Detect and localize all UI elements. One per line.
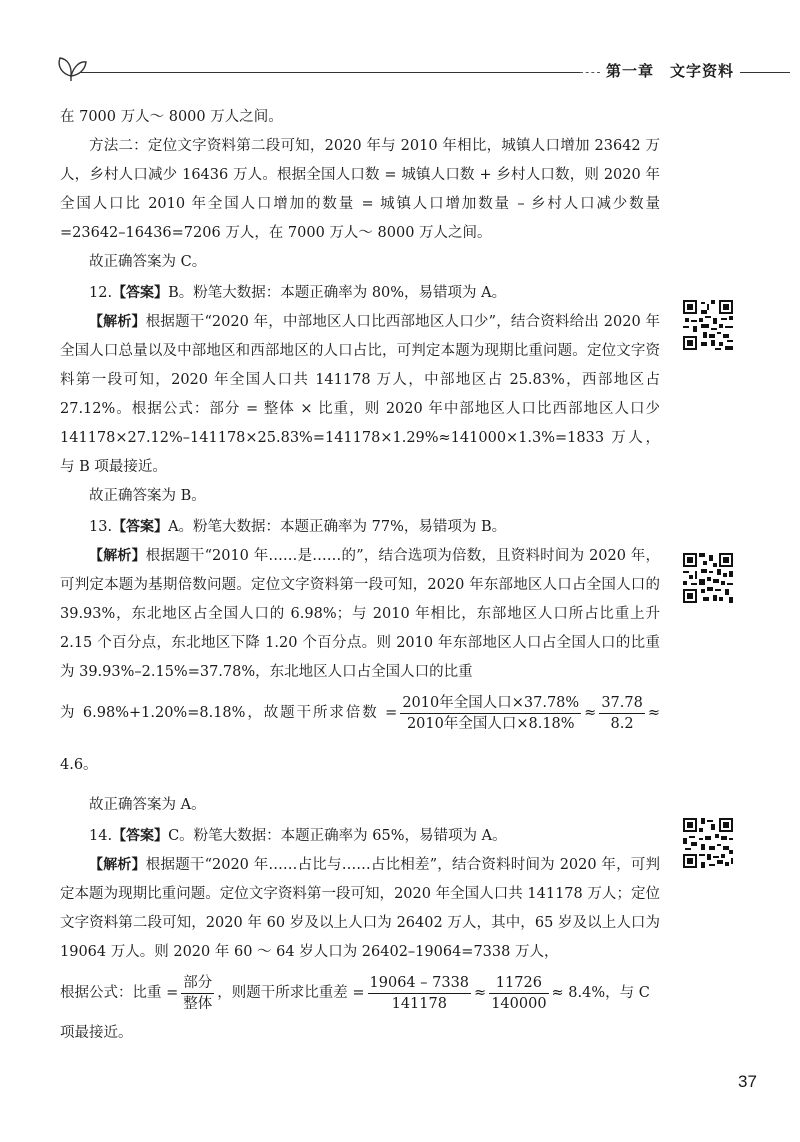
q12-answer-text: B。粉笔大数据：本题正确率为 80%，易错项为 A。 xyxy=(168,285,507,301)
q13-fraction-1-denominator: 2010年全国人口×8.18% xyxy=(406,715,575,732)
q14-tail: 项最接近。 xyxy=(60,1025,133,1041)
q14-formula-prefix: 根据公式：比重 = xyxy=(60,985,179,1001)
q14-fraction-2-numerator: 11726 xyxy=(489,973,548,994)
q14-fraction-1-denominator: 141178 xyxy=(391,995,447,1012)
q12-analysis-tag: 【解析】 xyxy=(89,314,146,330)
q14-answer-text: C。粉笔大数据：本题正确率为 65%，易错项为 A。 xyxy=(168,828,507,844)
q14-formula-mid: ，则题干所求比重差 = xyxy=(217,985,365,1001)
q14-fraction-2 xyxy=(489,973,548,1014)
q13-fraction-2-numerator: 37.78 xyxy=(599,693,645,714)
q13-analysis-tag: 【解析】 xyxy=(89,548,146,564)
page-header xyxy=(0,50,800,90)
q14-result: ≈ 8.4%，与 C xyxy=(551,985,650,1001)
qr-code-icon[interactable] xyxy=(683,300,733,350)
q13-answer-tag: 【答案】 xyxy=(112,519,169,535)
q14-formula xyxy=(60,967,660,1019)
q13-formula xyxy=(60,687,660,791)
q13-analysis-text: 根据题干“2010 年……是……的”，结合选项为倍数，且资料时间为 2020 年，可判定本题为基期倍数问题。定位文字资料第一段可知，2020 年东部地区人口占全国人口的 39.93%，东北地区占全国人口的 6.98%；与 2010 年相比，东部地区人口所占比重上升 2.15 个百分点，东北地区下降 1.20 个百分点。则 2010 年东部地区人口占全国人口的比重为 39.93%–2.15%=37.78%，东北地区人口占全国人口的比重 xyxy=(60,548,660,680)
q13-fraction-1 xyxy=(400,693,581,734)
q13-fraction-2-denominator: 8.2 xyxy=(610,715,634,732)
q13-analysis xyxy=(60,542,660,687)
header-title xyxy=(606,60,750,81)
q14-number: 14. xyxy=(89,828,113,844)
q13-answer xyxy=(60,513,660,542)
q13-fraction-1-numerator: 2010年全国人口×37.78% xyxy=(400,693,581,714)
q13-conclusion: 故正确答案为 A。 xyxy=(89,797,206,813)
q14-analysis-text: 根据题干“2020 年……占比与……占比相差”，结合资料时间为 2020 年，可判定本题为现期比重问题。定位文字资料第一段可知，2020 年全国人口共 141178 万人；定位文字资料第二段可知，2020 年 60 岁及以上人口为 26402 万人，其中，65 岁及以上人口为 19064 万人。则 2020 年 60 ～ 64 岁人口为 26402–19064=7338 万人， xyxy=(60,857,660,960)
header-rule-dashed xyxy=(580,72,600,73)
q13-number: 13. xyxy=(89,519,113,535)
header-section: 文字资料 xyxy=(670,62,735,80)
q14-fraction-2-denominator: 140000 xyxy=(491,995,547,1012)
q14-fraction-0 xyxy=(181,973,214,1014)
q13-formula-prefix: 为 6.98%+1.20%=8.18%，故题干所求倍数 = xyxy=(60,705,398,721)
q14-fraction-1-numerator: 19064 – 7338 xyxy=(368,973,472,994)
q14-fraction-0-denominator: 整体 xyxy=(183,995,213,1012)
q12-answer xyxy=(60,279,660,308)
page-number: 37 xyxy=(738,1072,757,1091)
q14-analysis-tag: 【解析】 xyxy=(89,857,146,873)
leaf-icon xyxy=(54,52,88,82)
q12-analysis xyxy=(60,308,660,482)
q14-analysis xyxy=(60,851,660,967)
header-rule xyxy=(80,72,580,73)
main-content xyxy=(60,103,660,1048)
q14-answer xyxy=(60,822,660,851)
paragraph-1: 在 7000 万人～ 8000 万人之间。 xyxy=(60,109,283,125)
q14-fraction-0-numerator: 部分 xyxy=(181,973,214,994)
q14-approx: ≈ xyxy=(474,985,487,1001)
q12-answer-tag: 【答案】 xyxy=(112,285,169,301)
header-chapter: 第一章 xyxy=(606,62,655,80)
q13-approx: ≈ xyxy=(584,705,597,721)
q14-answer-tag: 【答案】 xyxy=(112,828,169,844)
q12-conclusion: 故正确答案为 B。 xyxy=(89,488,206,504)
paragraph-3: 故正确答案为 C。 xyxy=(89,254,207,270)
q12-analysis-text: 根据题干“2020 年，中部地区人口比西部地区人口少”，结合资料给出 2020 年全国人口总量以及中部地区和西部地区的人口占比，可判定本题为现期比重问题。定位文字资料第一段可知，2020 年全国人口共 141178 万人，中部地区占 25.83%，西部地区占 27.12%。根据公式：部分 = 整体 × 比重，则 2020 年中部地区人口比西部地区人口少 141178×27.12%–141178×25.83%=141178×1.29%≈141000×1.3%=1833 万人，与 B 项最接近。 xyxy=(60,314,660,475)
q13-fraction-2 xyxy=(599,693,645,734)
q13-answer-text: A。粉笔大数据：本题正确率为 77%，易错项为 B。 xyxy=(168,519,507,535)
paragraph-2: 方法二：定位文字资料第二段可知，2020 年与 2010 年相比，城镇人口增加 23642 万人，乡村人口减少 16436 万人。根据全国人口数 = 城镇人口数 + 乡村人口数，则 2020 年全国人口比 2010 年全国人口增加的数量 = 城镇人口增加数量 – 乡村人口减少数量 =23642–16436=7206 万人，在 7000 万人～ 8000 万人之间。 xyxy=(60,138,660,241)
q12-number: 12. xyxy=(89,285,113,301)
q13-result: ≈ 4.6。 xyxy=(60,705,660,773)
q14-fraction-1 xyxy=(368,973,472,1014)
qr-code-icon[interactable] xyxy=(683,818,733,868)
qr-code-icon[interactable] xyxy=(683,553,733,603)
header-rule-right xyxy=(740,72,790,73)
